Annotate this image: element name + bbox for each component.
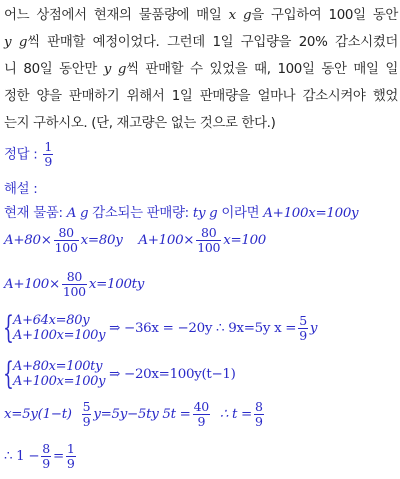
explanation-line-1: 현재 물품: A g 감소되는 판매량: ty g 이라면 A+100x=100y <box>4 206 359 221</box>
explanation-label: 해설 : <box>4 182 38 197</box>
equation-6: x=5y(1−t) $\frac{5}{9}$ y=5y−5ty 5t = $\frac{40}{9}$ ∴ t = $\frac{8}{9}$ <box>4 399 263 429</box>
answer-label: 정답 : <box>4 147 38 163</box>
equation-7: ∴ 1 − $\frac{8}{9}$ = $\frac{1}{9}$ <box>4 441 75 471</box>
system-1: { A+64x=80y A+100x=100y ⇒ −36x = −20y ∴ 9x=5y x = $\frac{5}{9}$ y <box>3 310 318 346</box>
problem-line-5: 는지 구하시오. (단, 재고량은 없는 것으로 한다.) <box>4 116 276 131</box>
problem-line-3: 니 80일 동안만 y g씩 판매할 수 있었을 때, 100일 동안 매일 일 <box>4 62 398 77</box>
problem-line-2: y g씩 판매할 예정이었다. 그런데 1일 구입량을 20% 감소시켰더 <box>4 35 399 50</box>
equation-2: A+80× $\frac{80}{100}$ x=80y A+100× $\frac{80}{100}$ x=100 <box>4 225 267 255</box>
problem-line-1: 어느 상점에서 현재의 물품량에 매일 x g을 구입하여 100일 동안 <box>4 8 398 23</box>
answer-line <box>4 140 55 169</box>
problem-text <box>4 2 398 137</box>
problem-line-4: 정한 양을 판매하기 위해서 1일 판매량을 얼마나 감소시켜야 했었 <box>4 89 398 104</box>
answer-fraction: $\frac{1}{9}$ <box>44 139 53 169</box>
system-2: { A+80x=100ty A+100x=100y ⇒ −20x=100y(t−1) <box>3 356 236 392</box>
equation-3: A+100× $\frac{80}{100}$ x=100ty <box>4 269 145 299</box>
